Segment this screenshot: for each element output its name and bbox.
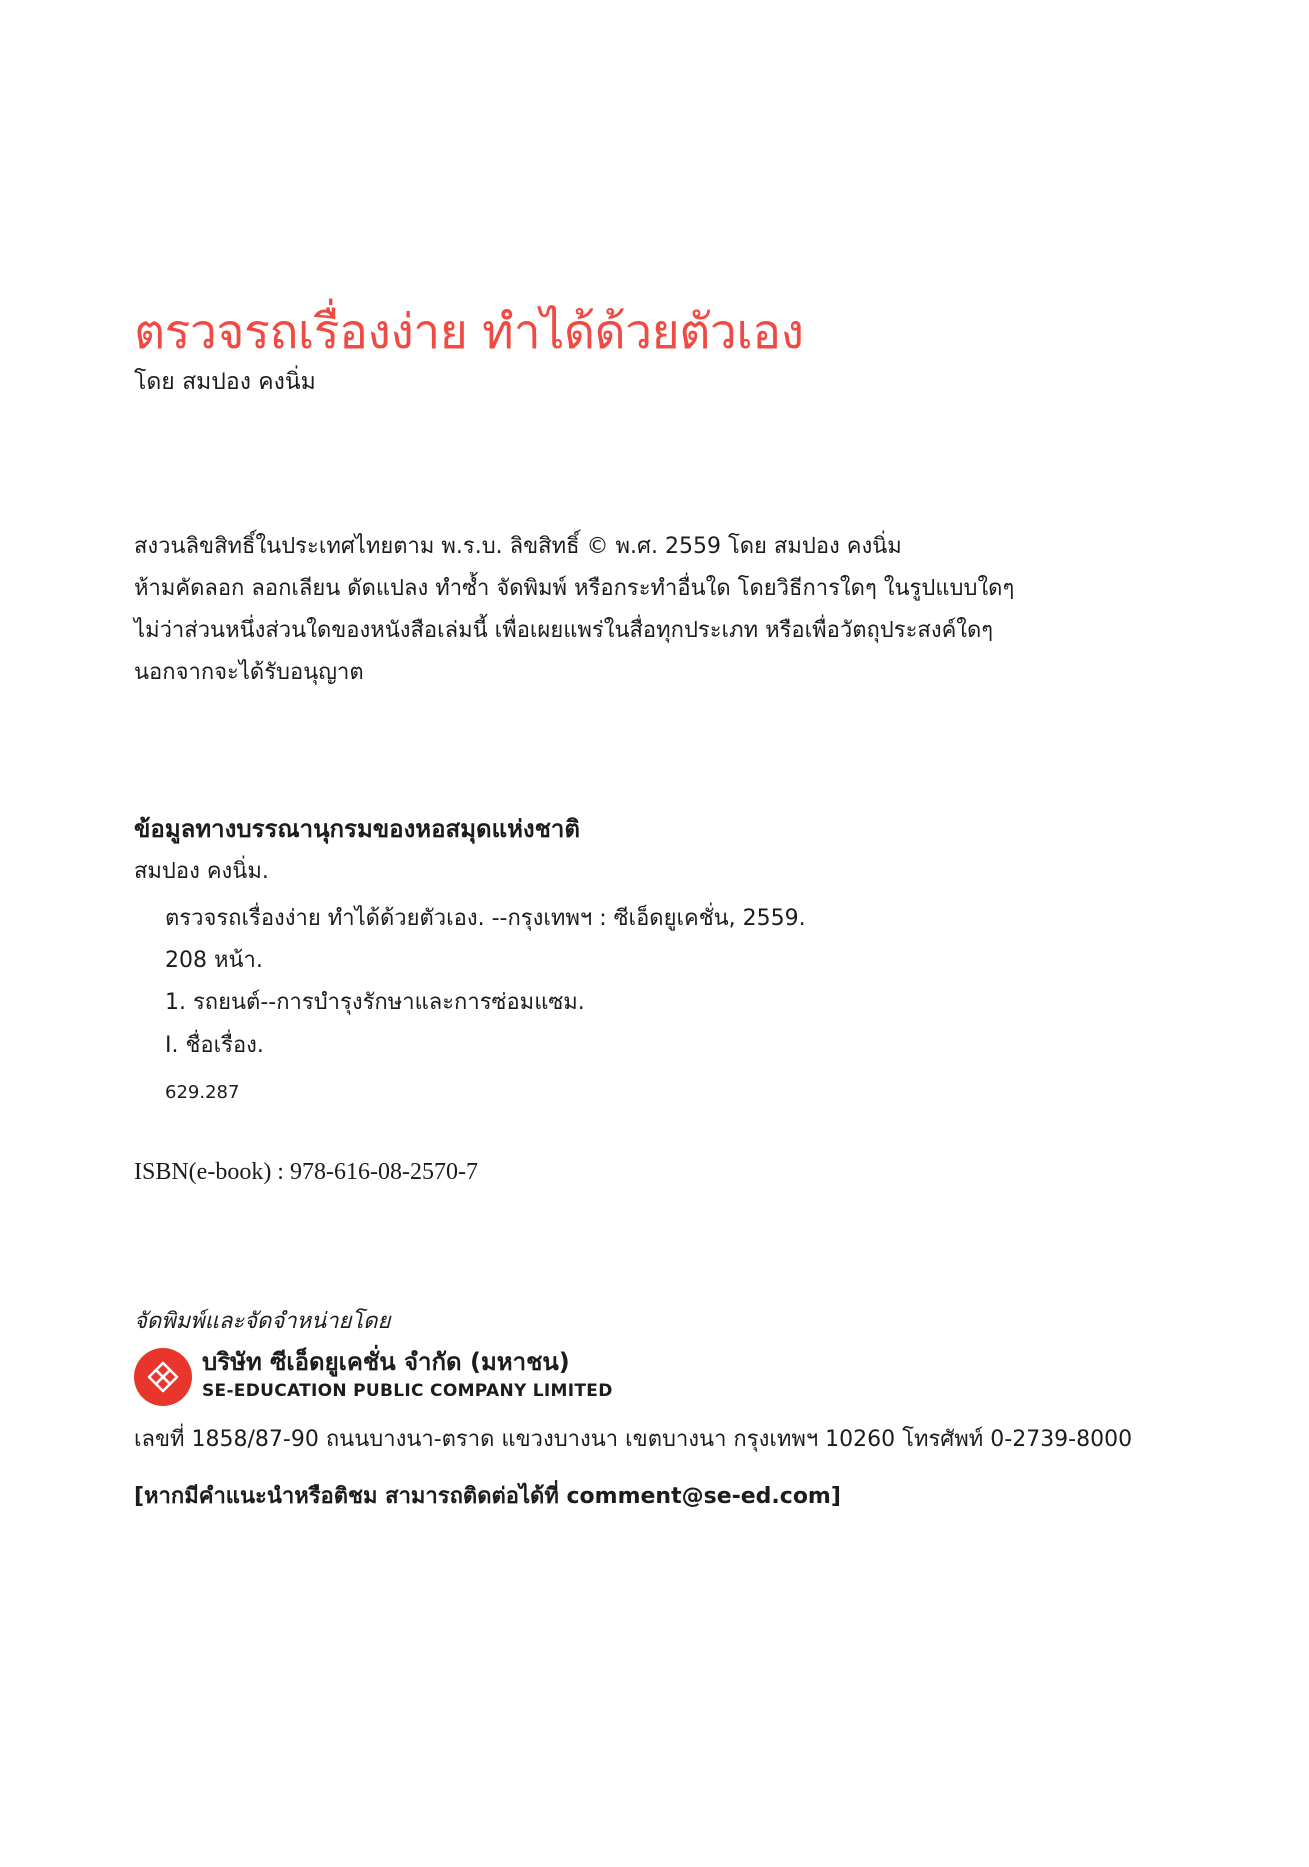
publisher-name-thai: บริษัท ซีเอ็ดยูเคชั่น จำกัด (มหาชน) (202, 1348, 570, 1376)
publisher-intro: จัดพิมพ์และจัดจำหน่ายโดย (134, 1309, 391, 1334)
cataloging-pages: 208 หน้า. (165, 948, 263, 973)
copyright-notice (134, 526, 1014, 694)
copyright-line: สงวนลิขสิทธิ์ในประเทศไทยตาม พ.ร.บ. ลิขสิทธิ์ © พ.ศ. 2559 โดย สมปอง คงนิ่ม (134, 534, 902, 559)
cataloging-heading: ข้อมูลทางบรรณานุกรมของหอสมุดแห่งชาติ (134, 814, 580, 843)
cataloging-classification: 629.287 (165, 1082, 240, 1103)
isbn: ISBN(e-book) : 978-616-08-2570-7 (134, 1159, 478, 1185)
copyright-line: นอกจากจะได้รับอนุญาต (134, 660, 364, 685)
cataloging-subject-title: I. ชื่อเรื่อง. (165, 1033, 264, 1058)
book-title: ตรวจรถเรื่องง่าย ทำได้ด้วยตัวเอง (134, 304, 804, 361)
publisher-name-english: SE-EDUCATION PUBLIC COMPANY LIMITED (202, 1381, 613, 1401)
publisher-address: เลขที่ 1858/87-90 ถนนบางนา-ตราด แขวงบางนา เขตบางนา กรุงเทพฯ 10260 โทรศัพท์ 0-2739-8000 (134, 1427, 1133, 1452)
author-line: โดย สมปอง คงนิ่ม (134, 369, 316, 395)
cataloging-author: สมปอง คงนิ่ม. (134, 859, 269, 884)
copyright-line: ห้ามคัดลอก ลอกเลียน ดัดแปลง ทำซ้ำ จัดพิมพ์ หรือกระทำอื่นใด โดยวิธีการใดๆ ในรูปแบบใดๆ (134, 576, 1015, 601)
contact-note: [หากมีคำแนะนำหรือติชม สามารถติดต่อได้ที่ comment@se-ed.com] (134, 1484, 841, 1509)
cataloging-title-line: ตรวจรถเรื่องง่าย ทำได้ด้วยตัวเอง. --กรุงเทพฯ : ซีเอ็ดยูเคชั่น, 2559. (165, 906, 806, 931)
se-ed-logo-icon (134, 1348, 192, 1406)
cataloging-subject: 1. รถยนต์--การบำรุงรักษาและการซ่อมแซม. (165, 990, 585, 1015)
copyright-line: ไม่ว่าส่วนหนึ่งส่วนใดของหนังสือเล่มนี้ เพื่อเผยแพร่ในสื่อทุกประเภท หรือเพื่อวัตถุประสงค์ใดๆ (134, 618, 994, 643)
